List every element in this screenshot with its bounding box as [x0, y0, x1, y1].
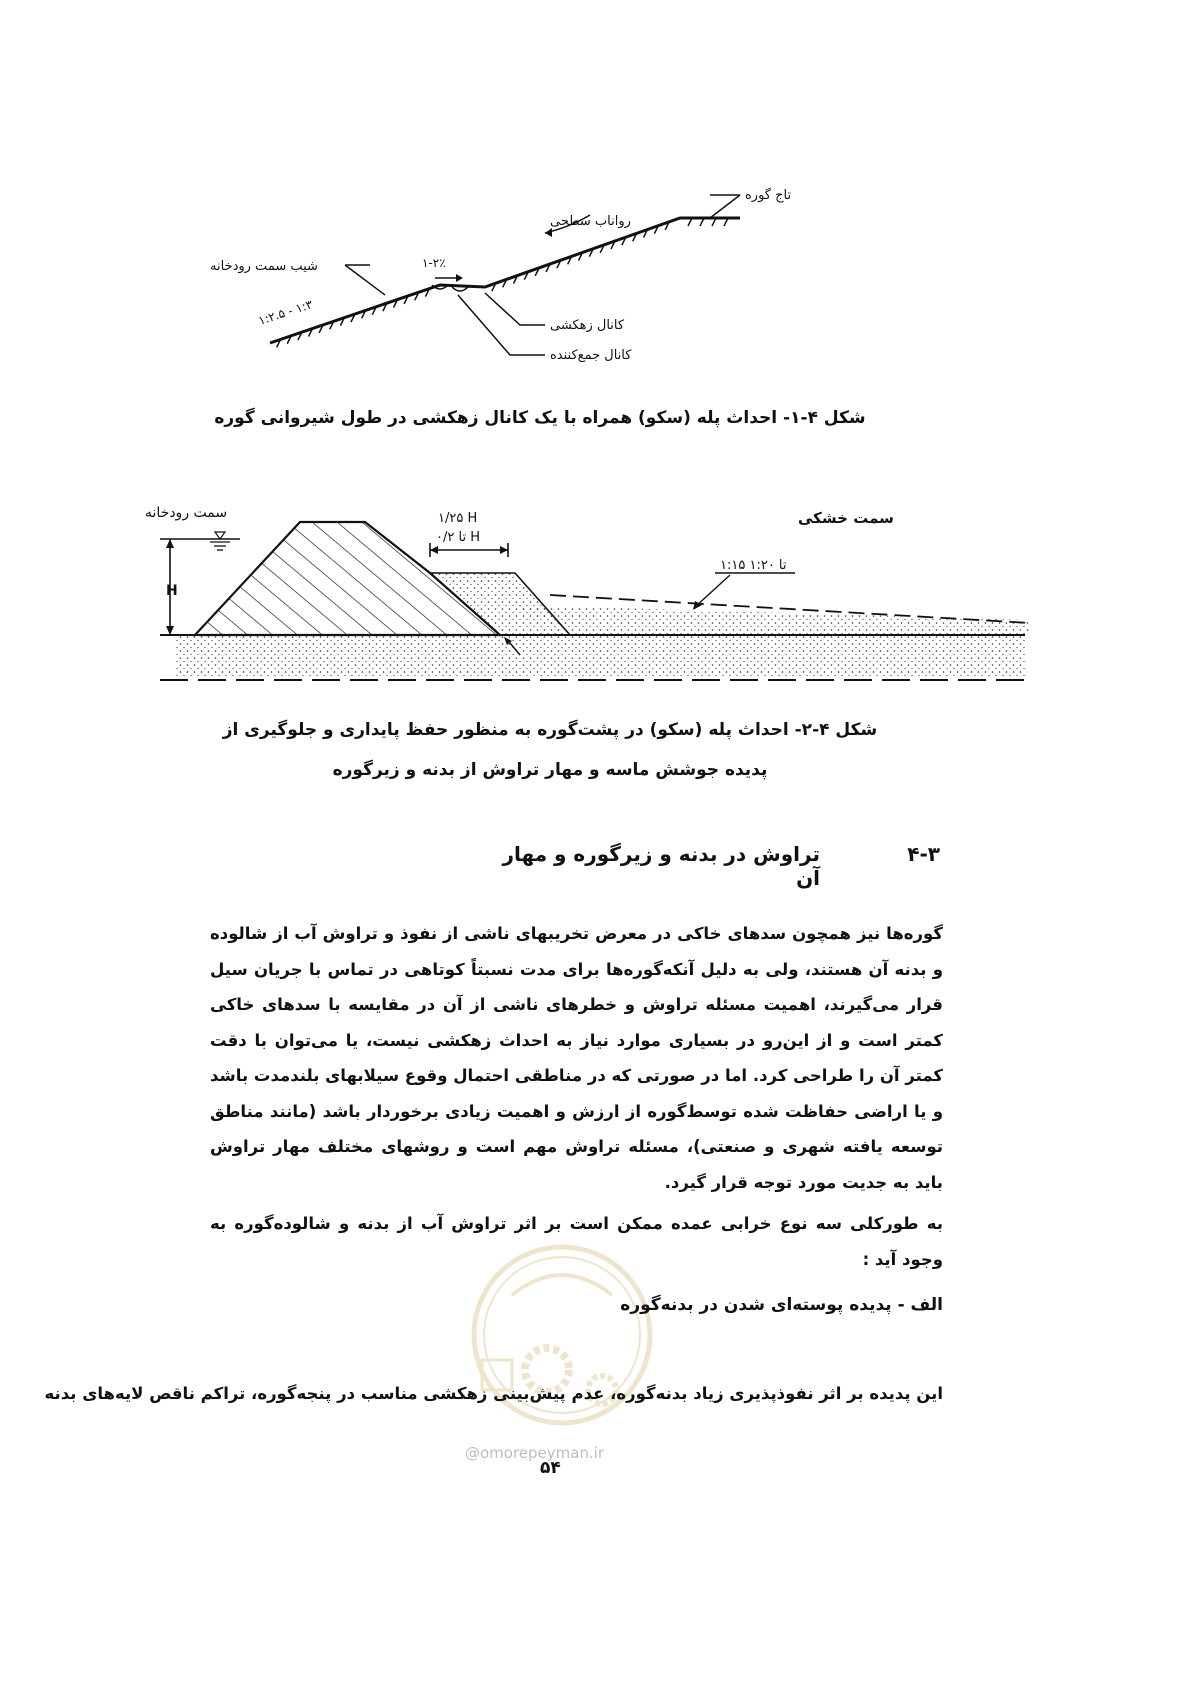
- label-berm-width-1: ۱/۲۵ H: [438, 511, 478, 526]
- label-crest: تاج گوره: [745, 188, 792, 203]
- figure-1-caption: شکل ۴-۱- احداث پله (سکو) همراه با یک کانال زهکشی در طول شیروانی گوره: [214, 408, 866, 428]
- label-collector-channel: کانال جمع‌کننده: [550, 348, 632, 363]
- watermark-url: @omorepeyman.ir: [465, 1444, 605, 1462]
- figure-1-diagram: [200, 175, 840, 405]
- paragraph-1: گوره‌ها نیز همچون سدهای خاکی در معرض تخریبهای ناشی از نفوذ و تراوش آب از شالوده و بدنه آن هستند، ولی به دلیل آنکه‌گوره‌ها برای مدت نسبتاً کوتاهی در تماس با جریان سیل قرار می‌گیرند، اهمیت مسئله تراوش و خطرهای ناشی از آن در مقایسه با سدهای خاکی کمتر است و از این‌رو در بسیاری موارد نیاز به احداث زهکشی نیست، یا می‌توان با دقت کمتر آن را طراحی کرد. اما در صورتی که در مناطقی احتمال وقوع سیلابهای بلندمدت باشد و یا اراضی حفاظت شده توسط‌گوره از ارزش و اهمیت زیادی برخوردار باشد (مانند مناطق توسعه یافته شهری و صنعتی)، مسئله تراوش مهم است و روشهای مختلف مهار تراوش باید به جدیت مورد توجه قرار گیرد.: [210, 924, 943, 1192]
- page-number: ۵۴: [540, 1458, 561, 1478]
- label-slope-ratio: ۱:۲.۵ - ۱:۳: [256, 297, 315, 328]
- section-heading: [500, 842, 940, 890]
- label-berm-slope: ۱-۲٪: [422, 256, 446, 270]
- section-number: ۴-۳: [907, 842, 940, 866]
- figure-2-diagram: [130, 495, 1030, 695]
- label-slope-range: ۱:۱۵ تا ۱:۲۰: [720, 558, 787, 573]
- subheading: الف - پدیده پوسته‌ای شدن در بدنه‌گوره: [620, 1295, 943, 1315]
- figure-2-caption-line-2: پدیده جوشش ماسه و مهار تراوش از بدنه و زیرگوره: [332, 760, 768, 780]
- section-title: تراوش در بدنه و زیرگوره و مهار آن: [502, 842, 820, 890]
- paragraph-2: به طورکلی سه نوع خرابی عمده ممکن است بر اثر تراوش آب از بدنه و شالوده‌گوره به وجود آید :: [210, 1214, 943, 1269]
- paragraph-3: این پدیده بر اثر نفوذپذیری زیاد بدنه‌گوره، عدم پیش‌بینی زهکشی مناسب در پنجه‌گوره، تراکم ناقص لایه‌های بدنه: [44, 1384, 943, 1403]
- label-river-side: سمت رودخانه: [145, 505, 228, 521]
- label-berm-width-2: تا ۰/۲ H: [436, 530, 480, 545]
- label-runoff: رواناب سطحی: [550, 214, 631, 229]
- label-height: H: [166, 583, 178, 599]
- label-drain-channel: کانال زهکشی: [550, 318, 625, 333]
- label-land-side: سمت خشکی: [798, 509, 894, 527]
- label-river-slope: شیب سمت رودخانه: [210, 259, 318, 274]
- figure-2-caption-line-1: شکل ۴-۲- احداث پله (سکو) در پشت‌گوره به منظور حفظ پایداری و جلوگیری از: [222, 720, 878, 740]
